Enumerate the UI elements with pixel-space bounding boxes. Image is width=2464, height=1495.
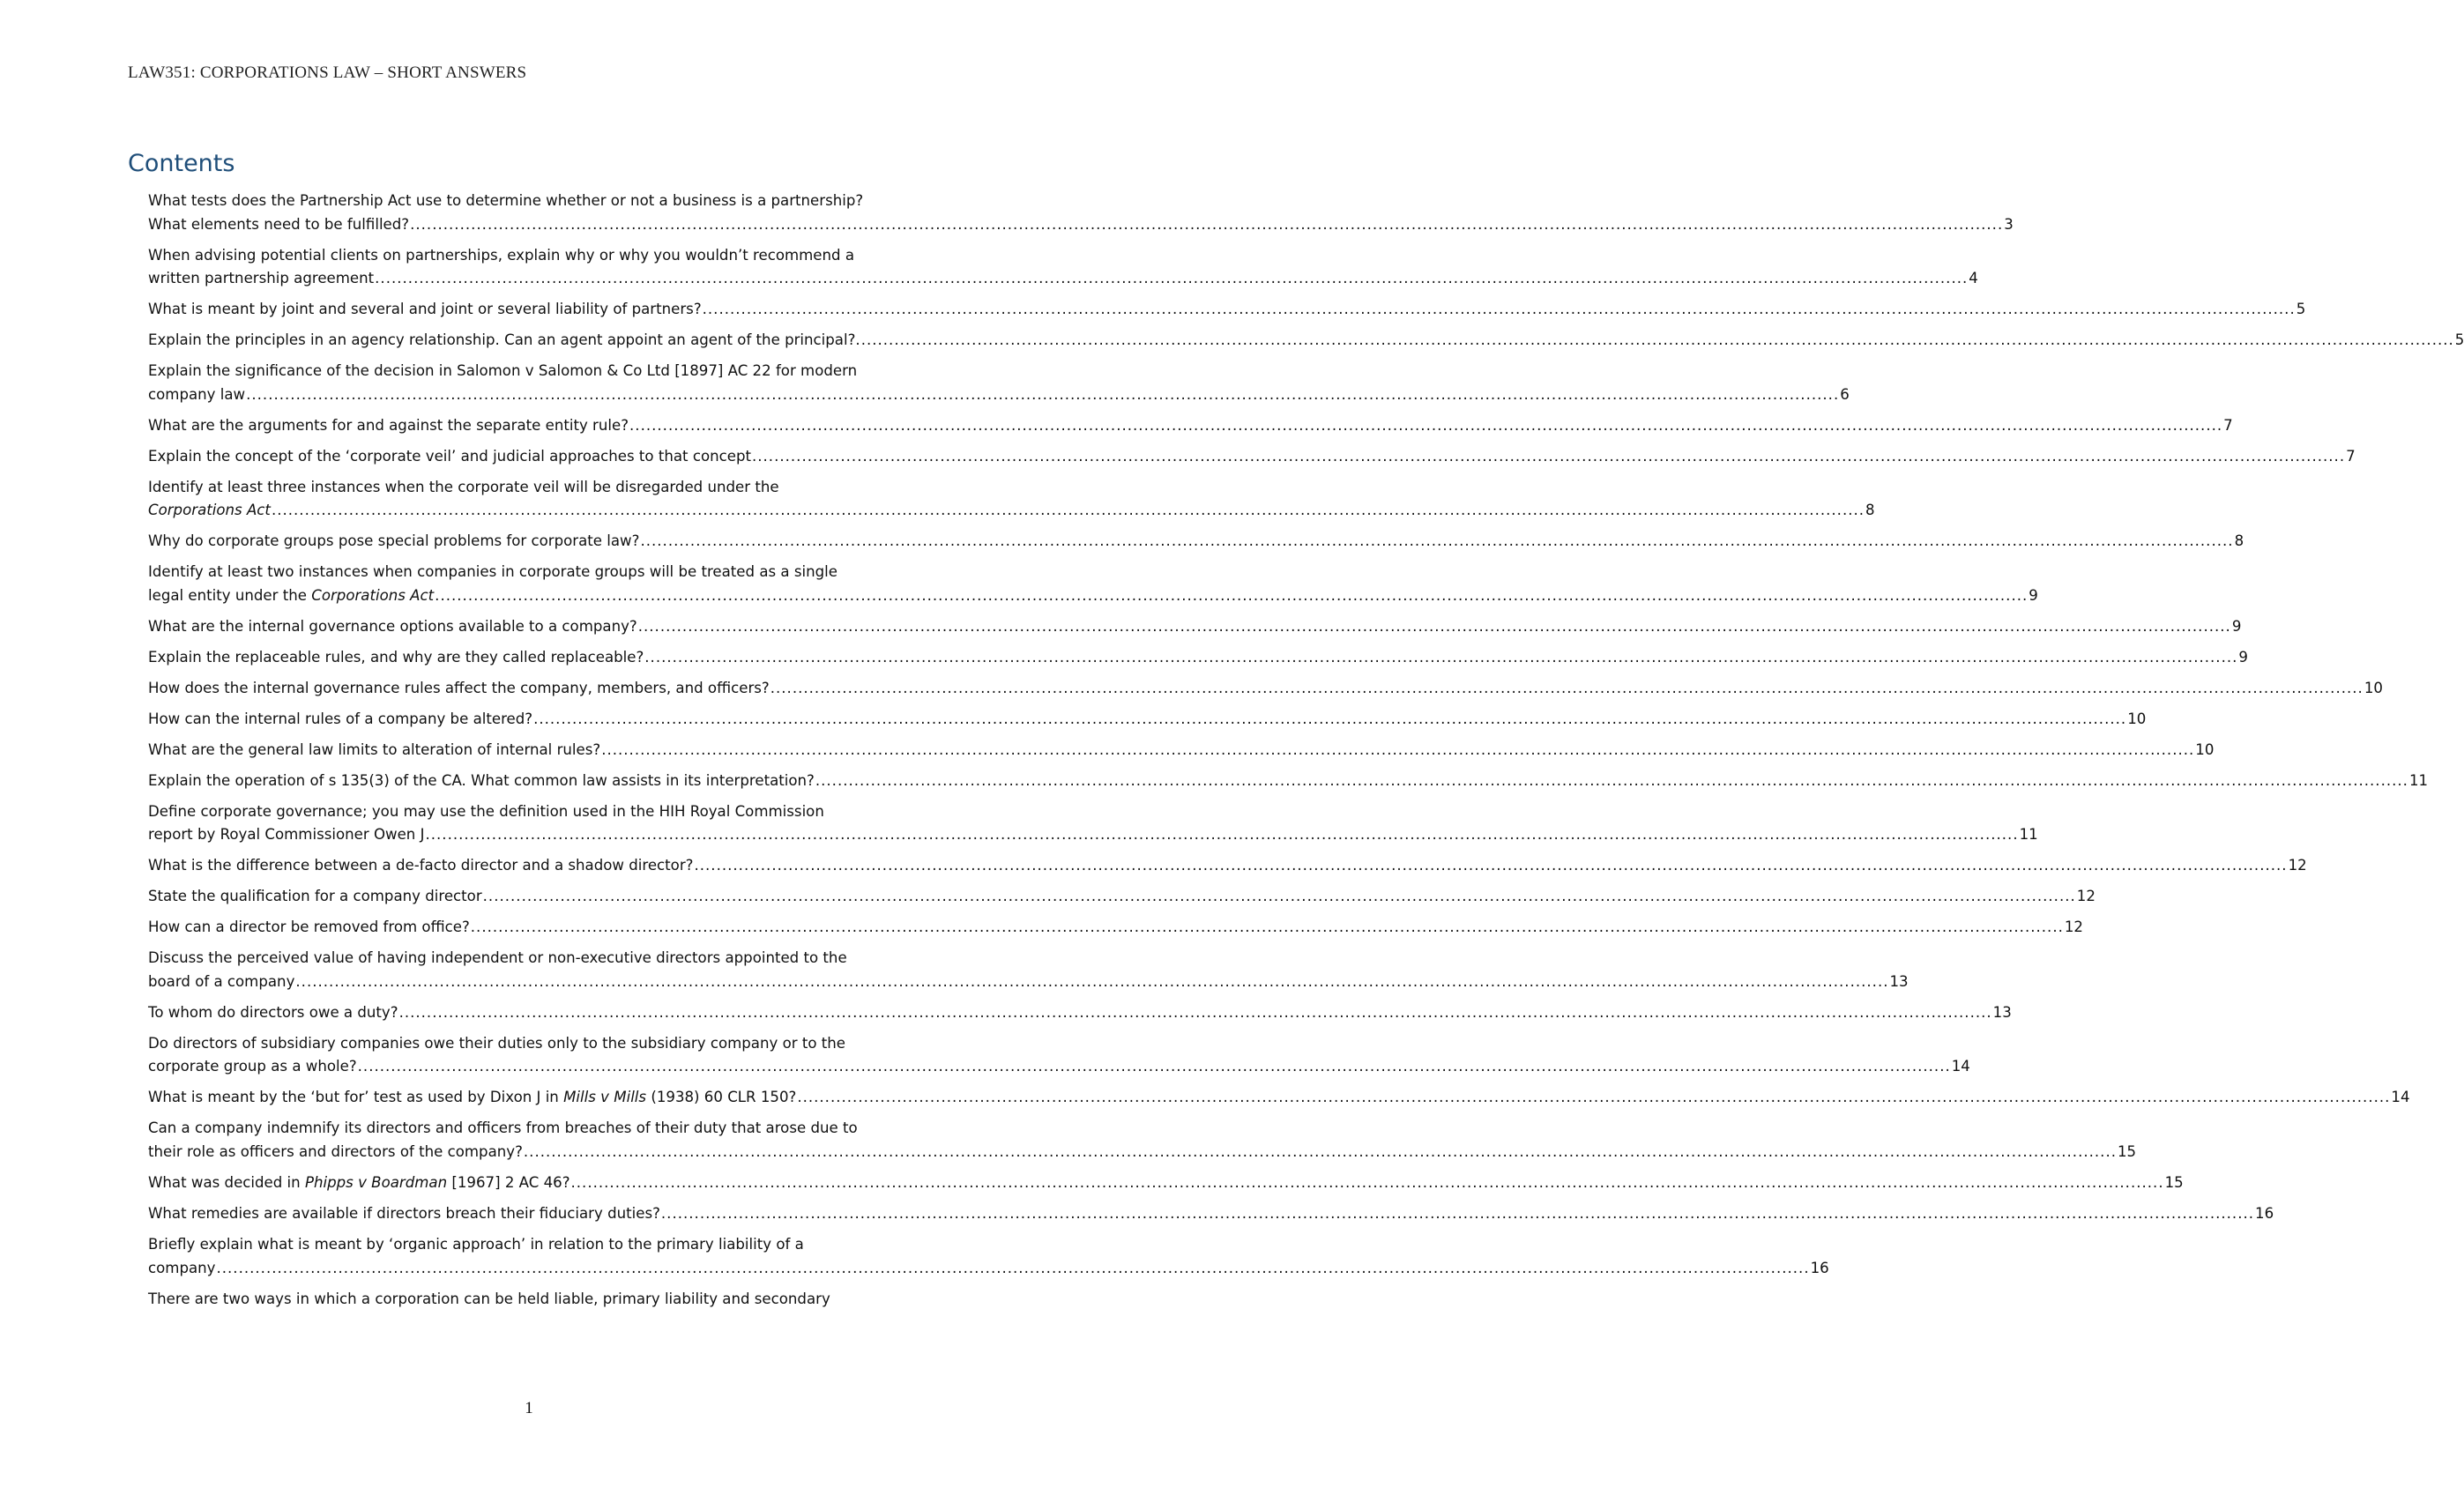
dot-leader [571,1171,2164,1195]
dot-leader [425,823,2018,847]
toc-entry-text [148,1257,215,1281]
toc-entry-text: Do directors of subsidiary companies owe their duties only to the subsidiary company or to the [148,1034,845,1052]
toc-entry-text-part: What are the arguments for and against the separate entity rule? [148,416,629,434]
toc-entry-text-part: What remedies are available if directors breach their fiduciary duties? [148,1204,660,1222]
toc-page-number: 16 [1810,1259,1829,1276]
toc-entry-text-part: (1938) 60 CLR 150? [646,1089,797,1106]
toc-page-number: 13 [1992,1003,2012,1021]
toc-page-number: 11 [2019,826,2038,844]
toc-entry[interactable] [148,677,2383,701]
toc-page-number: 10 [2364,679,2383,696]
toc-entry-text: Identify at least three instances when the corporate veil will be disregarded under the [148,478,779,495]
toc-entry-text [148,267,374,291]
toc-page-number: 14 [1951,1058,1970,1075]
toc-entry-text-part: To whom do directors owe a duty? [148,1003,398,1021]
toc-page-number: 11 [2408,771,2429,789]
toc-entry[interactable] [148,1086,2410,1110]
toc-entry-text-part: What is meant by the ‘but for’ test as used by Dixon J in [148,1089,564,1106]
toc-entry-text [148,1055,357,1079]
toc-entry[interactable] [148,1117,2137,1164]
toc-entry-text-part: What are the general law limits to alteration of internal rules? [148,740,601,758]
toc-page-number: 9 [2238,648,2248,666]
toc-page-number: 5 [2454,331,2464,349]
dot-leader [601,739,2194,762]
toc-page-number: 14 [2391,1089,2410,1106]
toc-entry-text-part: legal entity under the [148,586,312,604]
toc-entry-text [148,530,639,554]
toc-entry-text-part: corporate group as a whole? [148,1058,357,1075]
toc-entry[interactable] [148,854,2307,878]
toc-entry[interactable] [148,1233,1829,1280]
dot-leader [295,971,1888,994]
toc-entry[interactable] [148,1171,2184,1195]
toc-entry-text [148,646,644,670]
toc-page-number: 4 [1969,270,1978,287]
dot-leader [483,885,2076,909]
toc-entry[interactable] [148,916,2083,940]
dot-leader [435,584,2028,608]
toc-page-number: 9 [2029,586,2038,604]
toc-entry[interactable] [148,739,2215,762]
toc-entry-text: There are two ways in which a corporation can be held liable, primary liability and secondary [148,1290,830,1307]
toc-entry-case-name: Phipps v Boardman [304,1173,448,1191]
toc-entry-text-part: State the qualification for a company director [148,888,482,905]
toc-page-number: 13 [1889,972,1909,990]
toc-entry-text [148,677,770,701]
toc-entry[interactable] [148,414,2233,438]
toc-entry[interactable] [148,646,2248,670]
toc-entry-text-part: What is meant by joint and several and joint or several liability of partners? [148,301,702,318]
toc-entry-text: Briefly explain what is meant by ‘organic approach’ in relation to the primary liability of a [148,1235,804,1253]
dot-leader [272,499,1865,523]
dot-leader [770,677,2364,701]
toc-entry-text-part: written partnership agreement [148,270,375,287]
toc-entry-text [148,414,629,438]
toc-entry[interactable] [148,800,2038,847]
toc-entry-text [148,823,424,847]
toc-entry-text [148,885,482,909]
toc-entry[interactable] [148,190,2014,236]
toc-entry-text [148,383,245,407]
toc-page-number: 15 [2164,1173,2184,1191]
dot-leader [246,383,1839,407]
toc-entry-text: Can a company indemnify its directors and officers from breaches of their duty that arose due to [148,1119,858,1137]
toc-entry-text-part: Explain the concept of the ‘corporate veil’ and judicial approaches to that concept [148,447,751,465]
toc-entry[interactable] [148,770,2429,793]
toc-entry[interactable] [148,615,2242,639]
dot-leader [533,708,2126,732]
toc-page-number: 12 [2064,919,2083,936]
running-header: LAW351: CORPORATIONS LAW – SHORT ANSWERS [128,63,527,82]
toc-page-number: 10 [2127,710,2147,727]
toc-entry-text-part: [1967] 2 AC 46? [447,1173,570,1191]
dot-leader [375,267,1968,291]
toc-entry-text: Identify at least two instances when companies in corporate groups will be treated as a single [148,563,837,581]
toc-page-number: 12 [2288,857,2307,874]
page-number: 1 [525,1399,533,1417]
toc-entry[interactable] [148,708,2147,732]
toc-entry-text [148,213,409,237]
toc-entry-text-part: company [148,1259,216,1276]
toc-entry-text [148,708,532,732]
toc-entry[interactable] [148,561,2038,607]
toc-entry-text-part: What was decided in [148,1173,305,1191]
toc-entry[interactable] [148,530,2244,554]
toc-entry-text [148,499,271,523]
toc-page-number: 15 [2118,1142,2137,1160]
toc-entry[interactable] [148,476,1875,523]
toc-entry-text-part: Explain the replaceable rules, and why are they called replaceable? [148,648,644,666]
toc-page-number: 7 [2346,447,2356,465]
toc-entry[interactable] [148,329,2464,353]
toc-entry[interactable] [148,1288,934,1312]
toc-entry-text: Discuss the perceived value of having independent or non-executive directors appointed to the [148,949,847,967]
toc-entry-text [148,615,637,639]
toc-page-number: 10 [2195,740,2215,758]
dot-leader [644,646,2237,670]
dot-leader [797,1086,2390,1110]
toc-entry[interactable] [148,298,2306,322]
toc-entry-text [148,298,702,322]
toc-entry-text-part: report by Royal Commissioner Owen J [148,826,425,844]
toc-entry-text-part: What is the difference between a de-facto director and a shadow director? [148,857,694,874]
toc-entry-text-part: their role as officers and directors of the company? [148,1142,523,1160]
toc-entry-text [148,1202,660,1226]
toc-entry-text: When advising potential clients on partnerships, explain why or why you wouldn’t recommend a [148,246,855,264]
toc-entry-text: Define corporate governance; you may use the definition used in the HIH Royal Commission [148,802,824,820]
toc-entry-case-name: Corporations Act [311,586,435,604]
dot-leader [861,329,2454,353]
toc-entry-text [148,329,860,353]
dot-leader [471,916,2064,940]
toc-entry-text-part: How can the internal rules of a company be altered? [148,710,533,727]
toc-entry-text-part: What are the internal governance options available to a company? [148,617,637,635]
dot-leader [661,1202,2254,1226]
toc-entry-text [148,770,815,793]
toc-page-number: 7 [2223,416,2233,434]
table-of-contents [148,190,2464,1318]
toc-page-number: 6 [1840,385,1850,403]
toc-page-number: 9 [2231,617,2242,635]
dot-leader [216,1257,1809,1281]
toc-entry[interactable] [148,360,1850,406]
toc-heading: Contents [128,150,235,177]
toc-entry-text-part: Explain the principles in an agency relationship. Can an agent appoint an agent of the principal?. [148,331,860,349]
dot-leader [524,1141,2117,1164]
dot-leader [752,445,2345,469]
toc-entry-text-part: What elements need to be fulfilled? [148,215,410,233]
toc-entry-text [148,854,693,878]
toc-entry-case-name: Mills v Mills [563,1089,647,1106]
toc-page-number: 8 [1865,502,1875,519]
toc-entry-text [148,584,434,608]
dot-leader [629,414,2222,438]
toc-entry[interactable] [148,445,2356,469]
toc-page-number: 16 [2255,1204,2274,1222]
toc-entry-text [148,1086,796,1110]
toc-entry[interactable] [148,1032,1970,1079]
toc-entry-text-part: company law [148,385,246,403]
toc-page-number: 3 [2004,215,2014,233]
toc-entry-text [148,916,470,940]
dot-leader [358,1055,1951,1079]
dot-leader [640,530,2233,554]
toc-entry-text-part: Why do corporate groups pose special problems for corporate law? [148,532,640,550]
dot-leader [694,854,2287,878]
toc-entry[interactable] [148,885,2096,909]
toc-page-number: 12 [2076,888,2096,905]
toc-entry-case-name: Corporations Act [148,502,271,519]
toc-entry[interactable] [148,947,1909,993]
toc-entry-text [148,445,751,469]
toc-entry-text-part: board of a company [148,972,295,990]
toc-entry[interactable] [148,244,1978,291]
dot-leader [410,213,2003,237]
toc-entry[interactable] [148,1202,2274,1226]
toc-entry-text-part: How does the internal governance rules affect the company, members, and officers? [148,679,770,696]
toc-page-number: 8 [2234,532,2244,550]
dot-leader [815,770,2408,793]
toc-entry-text [148,1171,570,1195]
toc-entry-text: Explain the significance of the decision in Salomon v Salomon & Co Ltd [1897] AC 22 for modern [148,362,858,380]
toc-entry-text [148,1141,523,1164]
toc-entry-text-part: Explain the operation of s 135(3) of the CA. What common law assists in its interpretation? [148,771,815,789]
dot-leader [638,615,2231,639]
toc-entry-text [148,739,600,762]
toc-entry-text [148,1001,398,1025]
toc-entry[interactable] [148,1001,2012,1025]
toc-entry-text-part: How can a director be removed from office? [148,919,470,936]
dot-leader [399,1001,1992,1025]
dot-leader [703,298,2296,322]
toc-entry-text: What tests does the Partnership Act use to determine whether or not a business is a partnership? [148,192,864,209]
toc-page-number: 5 [2296,301,2306,318]
toc-entry-text [148,971,294,994]
